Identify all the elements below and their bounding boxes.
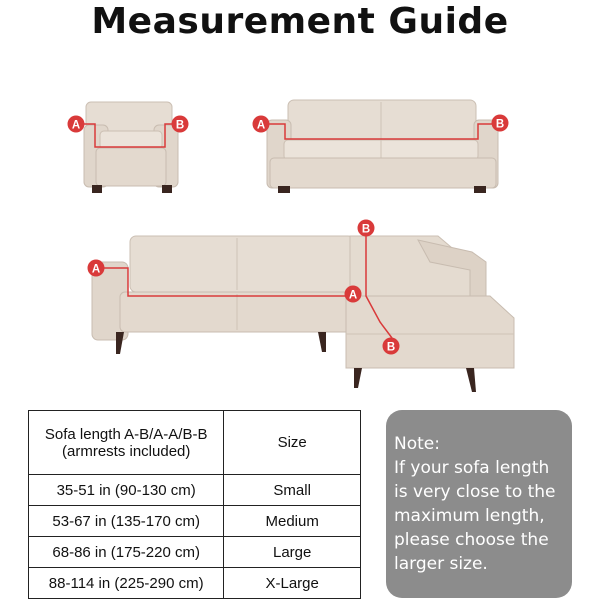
- page-title: Measurement Guide: [91, 1, 509, 42]
- row-size: Large: [224, 537, 361, 568]
- svg-text:B: B: [495, 118, 505, 131]
- marker-a-armchair: [68, 116, 85, 133]
- marker-b-armchair: [172, 116, 189, 133]
- row-length: 68-86 in (175-220 cm): [29, 537, 224, 568]
- row-length: 35-51 in (90-130 cm): [29, 475, 224, 506]
- size-table: [28, 410, 361, 599]
- sofa-illustrations: [0, 80, 600, 410]
- svg-text:A: A: [91, 263, 101, 276]
- marker-a-sofa: [253, 116, 270, 133]
- row-length: 88-114 in (225-290 cm): [29, 568, 224, 599]
- marker-b-sectional-bottom: [383, 338, 400, 355]
- table-row: [29, 475, 361, 506]
- svg-text:B: B: [175, 119, 185, 132]
- note-body: If your sofa length is very close to the maximum length, please choose the larger size.: [394, 458, 556, 574]
- row-length: 53-67 in (135-170 cm): [29, 506, 224, 537]
- table-row: [29, 537, 361, 568]
- marker-b-sofa: [492, 115, 509, 132]
- row-size: X-Large: [224, 568, 361, 599]
- three-seat-sofa-illustration: [267, 100, 498, 193]
- table-header-row: [29, 411, 361, 475]
- table-row: [29, 506, 361, 537]
- header-sofa-length-line2: (armrests included): [62, 442, 191, 460]
- sectional-sofa-illustration: [92, 236, 514, 392]
- svg-text:B: B: [361, 223, 371, 236]
- svg-text:B: B: [386, 341, 396, 354]
- marker-a-sectional-corner: [345, 286, 362, 303]
- table-row: [29, 568, 361, 599]
- marker-a-sectional-left: [88, 260, 105, 277]
- armchair-illustration: [84, 102, 178, 193]
- header-sofa-length: [29, 411, 224, 475]
- note-box: [386, 410, 572, 598]
- svg-text:A: A: [256, 119, 266, 132]
- note-title: Note:: [394, 434, 440, 454]
- row-size: Small: [224, 475, 361, 506]
- svg-text:A: A: [348, 289, 358, 302]
- row-size: Medium: [224, 506, 361, 537]
- marker-b-sectional-top: [358, 220, 375, 237]
- header-sofa-length-line1: Sofa length A-B/A-A/B-B: [44, 425, 208, 443]
- header-size: Size: [224, 411, 361, 475]
- svg-text:A: A: [71, 119, 81, 132]
